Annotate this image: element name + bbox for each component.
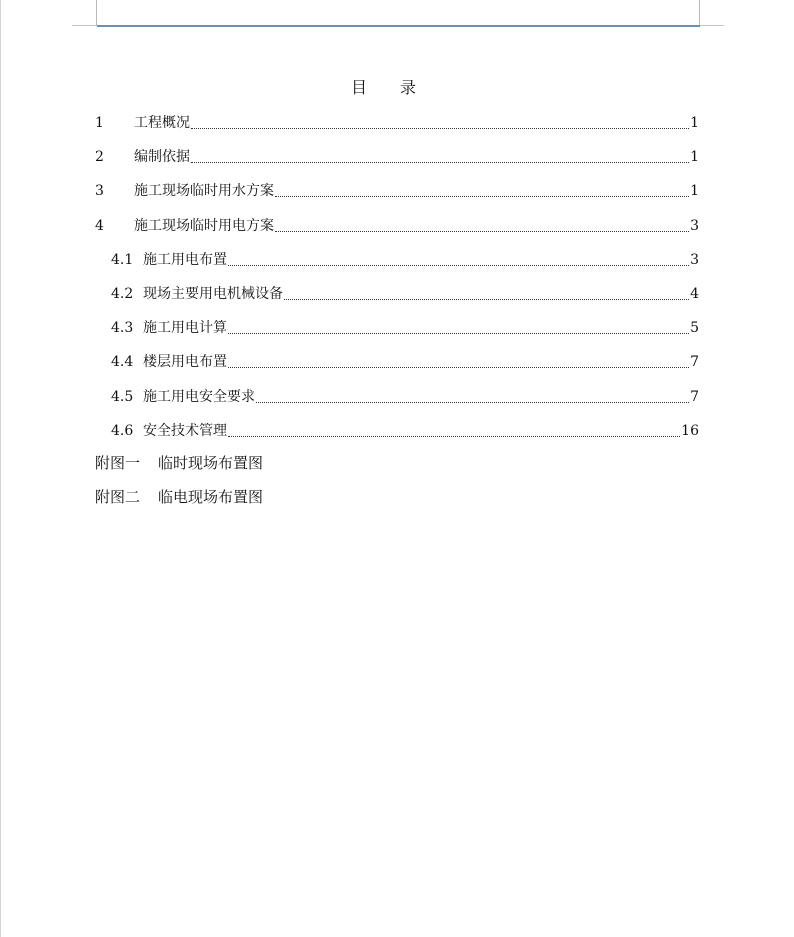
toc-entry-number: 4.5 bbox=[111, 388, 134, 405]
margin-corner-tick-right bbox=[700, 25, 724, 26]
toc-entry-label: 安全技术管理 bbox=[143, 422, 227, 439]
toc-entry-page-number: 1 bbox=[690, 149, 699, 166]
toc-entry-page-number: 1 bbox=[690, 115, 699, 131]
toc-dot-leader bbox=[191, 146, 689, 163]
toc-entry-label: 楼层用电布置 bbox=[143, 354, 227, 371]
header-rule bbox=[97, 25, 700, 27]
toc-entry[interactable] bbox=[95, 112, 699, 146]
toc-entry[interactable] bbox=[95, 146, 699, 180]
margin-corner-mark-right bbox=[699, 0, 700, 26]
toc-title: 目 录 bbox=[350, 78, 431, 97]
toc-entry-number: 1 bbox=[95, 115, 104, 131]
toc-entry[interactable] bbox=[95, 317, 699, 351]
toc-entry-number: 4 bbox=[95, 217, 104, 234]
toc-entry[interactable] bbox=[95, 420, 699, 454]
toc-entry-page-number: 3 bbox=[690, 217, 699, 234]
toc-entry-number: 3 bbox=[95, 183, 104, 200]
toc-entry-label: 工程概况 bbox=[134, 115, 190, 131]
toc-entry-number: 4.4 bbox=[111, 354, 134, 371]
toc-dot-leader bbox=[256, 386, 689, 403]
toc-dot-leader bbox=[228, 420, 680, 437]
toc-entry-page-number: 5 bbox=[690, 320, 699, 337]
toc-entry-number: 2 bbox=[95, 149, 104, 166]
toc-entry-label: 施工用电安全要求 bbox=[143, 388, 255, 405]
toc-entry-number: 4.1 bbox=[111, 251, 134, 268]
toc-dot-leader bbox=[275, 180, 689, 197]
appendix-item[interactable] bbox=[95, 452, 263, 474]
appendix-name: 附图二 bbox=[95, 488, 141, 506]
toc-entry-number: 4.3 bbox=[111, 320, 134, 337]
appendix-title: 临时现场布置图 bbox=[158, 454, 264, 472]
toc-entry-page-number: 7 bbox=[690, 354, 699, 371]
toc-entry-page-number: 7 bbox=[690, 388, 699, 405]
toc-entry[interactable] bbox=[95, 351, 699, 385]
toc-dot-leader bbox=[275, 215, 689, 232]
toc-dot-leader bbox=[284, 283, 689, 300]
toc-entry-number: 4.6 bbox=[111, 422, 134, 439]
toc-entry-label: 施工现场临时用水方案 bbox=[134, 183, 274, 200]
appendix-title: 临电现场布置图 bbox=[158, 488, 264, 506]
margin-corner-mark-left bbox=[96, 0, 97, 26]
toc-entry-label: 施工用电布置 bbox=[143, 251, 227, 268]
toc-dot-leader bbox=[228, 249, 689, 266]
toc-dot-leader bbox=[228, 317, 689, 334]
toc-entry-label: 编制依据 bbox=[134, 149, 190, 166]
toc-entry[interactable] bbox=[95, 180, 699, 214]
appendix-item[interactable] bbox=[95, 486, 263, 508]
toc-entry-page-number: 4 bbox=[690, 285, 699, 302]
toc-entry-number: 4.2 bbox=[111, 285, 134, 302]
toc-entry-label: 现场主要用电机械设备 bbox=[143, 285, 283, 302]
toc-entry-page-number: 16 bbox=[681, 422, 699, 439]
toc-entry-label: 施工用电计算 bbox=[143, 320, 227, 337]
toc-entry[interactable] bbox=[95, 249, 699, 283]
table-of-contents bbox=[95, 112, 699, 454]
toc-entry-page-number: 3 bbox=[690, 251, 699, 268]
toc-entry[interactable] bbox=[95, 215, 699, 249]
appendix-name: 附图一 bbox=[95, 454, 141, 472]
toc-dot-leader bbox=[191, 112, 689, 129]
toc-dot-leader bbox=[228, 351, 689, 368]
page-left-edge bbox=[0, 0, 1, 937]
margin-corner-tick-left bbox=[72, 25, 96, 26]
toc-entry-label: 施工现场临时用电方案 bbox=[134, 217, 274, 234]
toc-entry[interactable] bbox=[95, 386, 699, 420]
toc-entry[interactable] bbox=[95, 283, 699, 317]
toc-entry-page-number: 1 bbox=[690, 183, 699, 200]
